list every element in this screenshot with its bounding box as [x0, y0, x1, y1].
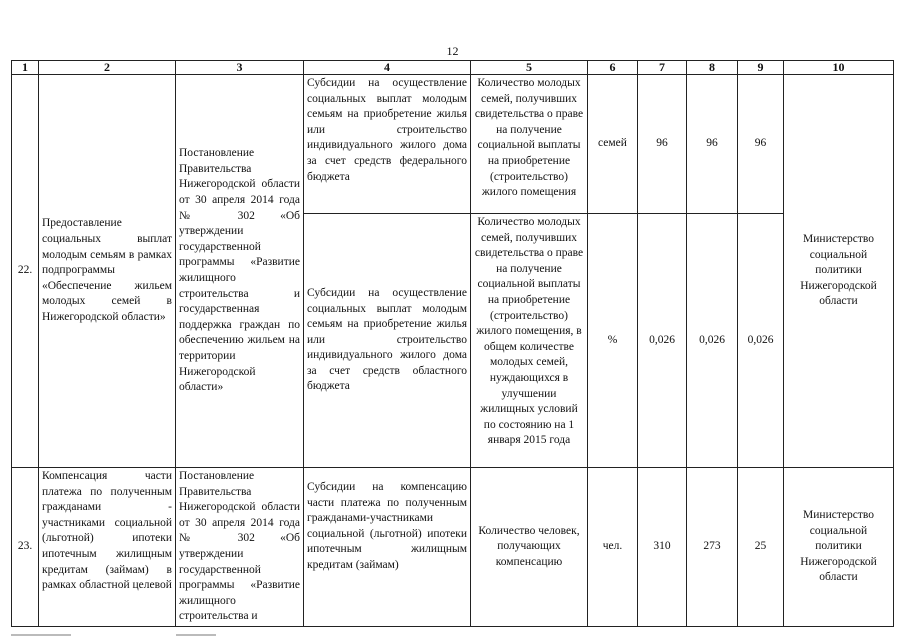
header-cell: 9 [738, 61, 784, 75]
value-col9: 96 [738, 75, 784, 214]
header-cell: 7 [638, 61, 687, 75]
header-cell: 5 [471, 61, 588, 75]
value-col9: 0,026 [738, 214, 784, 468]
header-cell: 4 [304, 61, 471, 75]
page-edge-mark [176, 634, 216, 636]
page-number: 12 [446, 44, 459, 58]
program-table [11, 60, 894, 627]
event-name: Предоставление социальных выплат молодым семьям в рамках подпрограммы «Обеспечение жильем молодых семей в Нижегородской области» [39, 75, 176, 468]
header-cell: 3 [176, 61, 304, 75]
value-col8: 96 [687, 75, 738, 214]
value-col7: 310 [638, 468, 687, 627]
table-row [12, 75, 894, 214]
value-col8: 0,026 [687, 214, 738, 468]
unit: % [588, 214, 638, 468]
executor: Министерство социальной политики Нижегородской области [784, 75, 894, 468]
funding-source: Субсидии на компенсацию части платежа по полученным гражданами-участниками социальной (льготной) ипотеки ипотечным жилищным кредитам (займам) [304, 468, 471, 627]
legal-document: Постановление Правительства Нижегородской области от 30 апреля 2014 года № 302 «Об утверждении государственной программы «Развитие жилищного строительства и государственная поддержка граждан по обеспечению жильем на территории Нижегородской области» [176, 75, 304, 468]
funding-source: Субсидии на осуществление социальных выплат молодым семьям на приобретение жилья или строительство индивидуального жилого дома за счет средств областного бюджета [304, 214, 471, 468]
unit: чел. [588, 468, 638, 627]
value-col7: 0,026 [638, 214, 687, 468]
header-cell: 1 [12, 61, 39, 75]
event-name: Компенсация части платежа по полученным гражданами - участниками социальной (льготной) ипотеки ипотечным жилищным кредитам (займам) в рамках областной целевой [39, 468, 176, 627]
indicator: Количество молодых семей, получивших свидетельства о праве на получение социальной выплаты на приобретение (строительство) жилого помещения, в общем количестве молодых семей, нуждающихся в улучшении жилищных условий по состоянию на 1 января 2015 года [471, 214, 588, 468]
row-number: 22. [12, 75, 39, 468]
header-cell: 6 [588, 61, 638, 75]
funding-source: Субсидии на осуществление социальных выплат молодым семьям на приобретение жилья или строительство индивидуального жилого дома за счет средств федерального бюджета [304, 75, 471, 214]
executor: Министерство социальной политики Нижегородской области [784, 468, 894, 627]
value-col9: 25 [738, 468, 784, 627]
header-row [12, 61, 894, 75]
indicator: Количество человек, получающих компенсацию [471, 468, 588, 627]
header-cell: 2 [39, 61, 176, 75]
value-col8: 273 [687, 468, 738, 627]
table-row [12, 468, 894, 627]
unit: семей [588, 75, 638, 214]
legal-document: Постановление Правительства Нижегородской области от 30 апреля 2014 года № 302 «Об утверждении государственной программы «Развитие жилищного строительства и [176, 468, 304, 627]
row-number: 23. [12, 468, 39, 627]
header-cell: 8 [687, 61, 738, 75]
value-col7: 96 [638, 75, 687, 214]
header-cell: 10 [784, 61, 894, 75]
page-edge-mark [11, 634, 71, 636]
indicator: Количество молодых семей, получивших свидетельства о праве на получение социальной выплаты на приобретение (строительство) жилого помещения [471, 75, 588, 214]
